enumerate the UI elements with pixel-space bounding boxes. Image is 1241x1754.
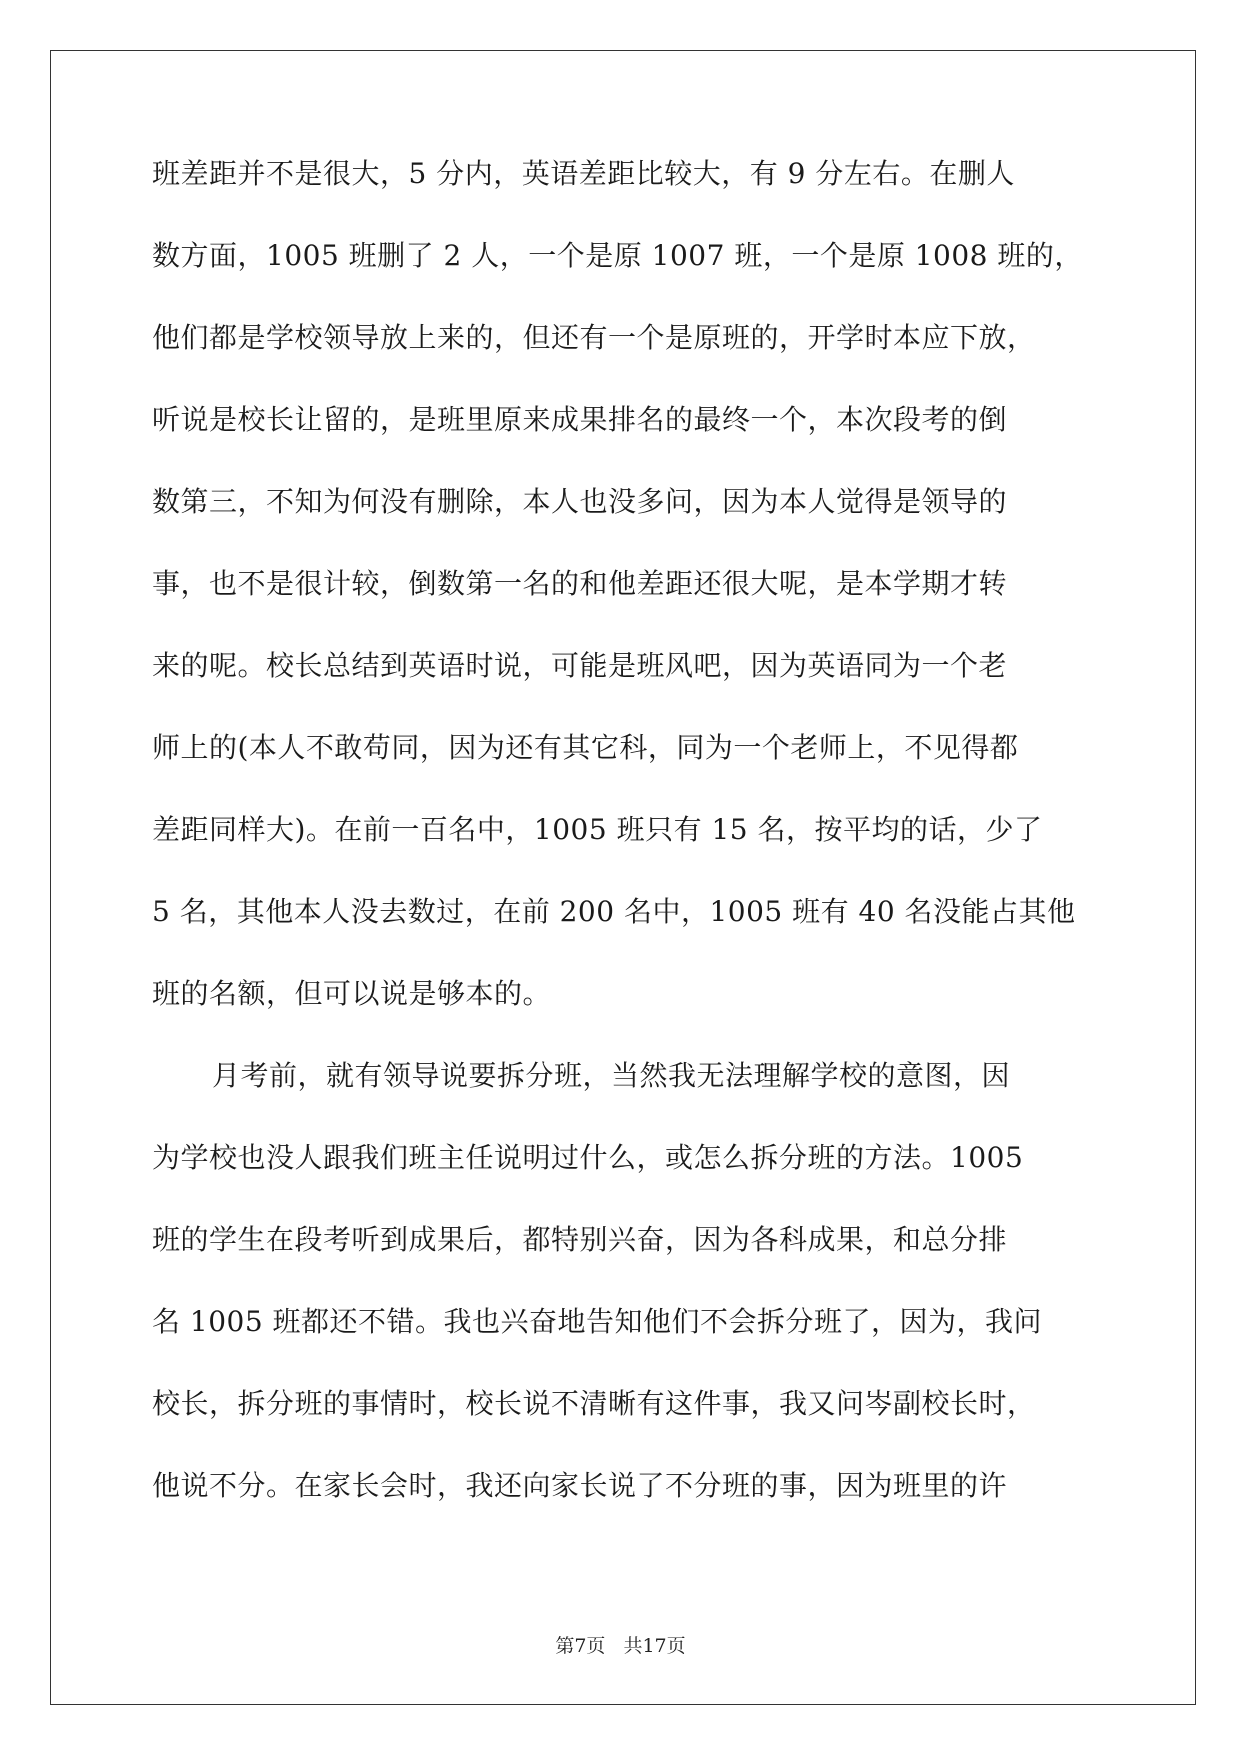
text-line: 数方面，1005 班删了 2 人，一个是原 1007 班，一个是原 1008 班的， xyxy=(152,239,1083,272)
text-line: 他们都是学校领导放上来的，但还有一个是原班的，开学时本应下放， xyxy=(152,321,1036,354)
text-line: 事，也不是很计较，倒数第一名的和他差距还很大呢，是本学期才转 xyxy=(152,567,1008,600)
text-line: 数第三，不知为何没有删除，本人也没多问，因为本人觉得是领导的 xyxy=(152,485,1008,518)
text-line: 为学校也没人跟我们班主任说明过什么，或怎么拆分班的方法。1005 xyxy=(152,1141,1024,1174)
page-footer xyxy=(0,1635,1241,1657)
text-line: 5 名，其他本人没去数过，在前 200 名中，1005 班有 40 名没能占其他 xyxy=(152,895,1076,928)
text-line: 来的呢。校长总结到英语时说，可能是班风吧，因为英语同为一个老 xyxy=(152,649,1008,682)
text-line: 差距同样大)。在前一百名中，1005 班只有 15 名，按平均的话，少了 xyxy=(152,813,1043,846)
body-text xyxy=(152,157,1092,1554)
text-line: 班的名额，但可以说是够本的。 xyxy=(152,977,552,1010)
text-line: 他说不分。在家长会时，我还向家长说了不分班的事，因为班里的许 xyxy=(152,1469,1008,1502)
text-line: 听说是校长让留的，是班里原来成果排名的最终一个，本次段考的倒 xyxy=(152,403,1008,436)
page-total: 共17页 xyxy=(623,1635,686,1657)
text-line: 名 1005 班都还不错。我也兴奋地告知他们不会拆分班了，因为，我问 xyxy=(152,1305,1043,1338)
text-line: 师上的(本人不敢苟同，因为还有其它科，同为一个老师上，不见得都 xyxy=(152,731,1019,764)
text-line: 班差距并不是很大，5 分内，英语差距比较大，有 9 分左右。在删人 xyxy=(152,157,1015,190)
page-number: 第7页 xyxy=(555,1635,606,1657)
text-line: 班的学生在段考听到成果后，都特别兴奋，因为各科成果，和总分排 xyxy=(152,1223,1008,1256)
text-line: 校长，拆分班的事情时，校长说不清晰有这件事，我又问岑副校长时， xyxy=(152,1387,1036,1420)
paragraph-start-line: 月考前，就有领导说要拆分班，当然我无法理解学校的意图，因 xyxy=(212,1059,1011,1092)
